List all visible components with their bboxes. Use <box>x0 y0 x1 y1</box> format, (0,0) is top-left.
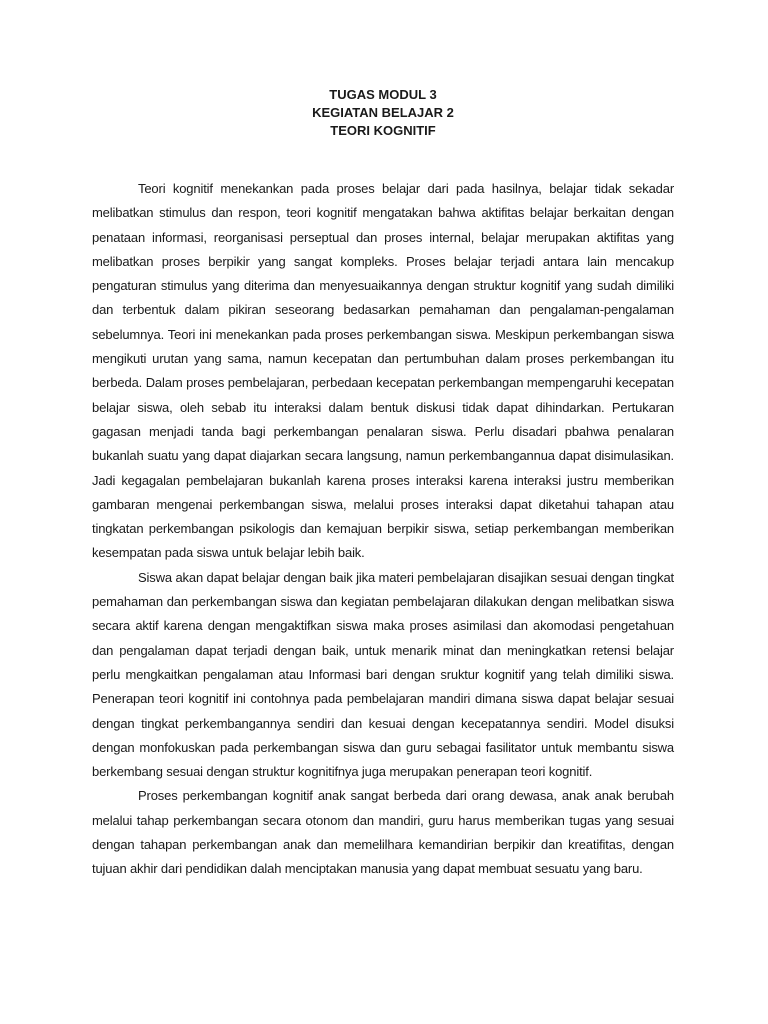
title-line-3: TEORI KOGNITIF <box>330 123 436 138</box>
paragraph-2: Siswa akan dapat belajar dengan baik jika materi pembelajaran disajikan sesuai dengan tingkat pemahaman dan perkembangan siswa dan kegiatan pembelajaran dilakukan dengan melibatkan siswa secara aktif karena dengan mengaktifkan siswa maka proses asimilasi dan akomodasi pengetahuan dan pengalaman dapat terjadi dengan baik, untuk menarik minat dan meningkatkan retensi belajar perlu mengkaitkan pengalaman atau Informasi bari dengan sruktur kognitif yang telah dimiliki siswa. Penerapan teori kognitif ini contohnya pada pembelajaran mandiri dimana siswa dapat belajar sesuai dengan tingkat perkembangannya sendiri dan kesuai dengan kecepatannya sendiri. Model disuksi dengan monfokuskan pada perkembangan siswa dan guru sebagai fasilitator untuk membantu siswa berkembang sesuai dengan struktur kognitifnya juga merupakan penerapan teori kognitif. <box>92 569 674 780</box>
document-body <box>92 177 674 882</box>
paragraph-1: Teori kognitif menekankan pada proses belajar dari pada hasilnya, belajar tidak sekadar melibatkan stimulus dan respon, teori kognitif mengatakan bahwa aktifitas belajar berkaitan dengan penataan informasi, reorganisasi perseptual dan proses internal, belajar merupakan aktifitas yang melibatkan proses berpikir yang sangat kompleks. Proses belajar terjadi antara lain mencakup pengaturan stimulus yang diterima dan menyesuaikannya dengan struktur kognitif yang sudah dimiliki dan terbentuk dalam pikiran seseorang bedasarkan pemahaman dan pengalaman-pengalaman sebelumnya. Teori ini menekankan pada proses perkembangan siswa. Meskipun perkembangan siswa mengikuti urutan yang sama, namun kecepatan dan pertumbuhan dalam proses perkembangan itu berbeda. Dalam proses pembelajaran, perbedaan kecepatan perkembangan mempengaruhi kecepatan belajar siswa, oleh sebab itu interaksi dalam bentuk diskusi tidak dapat dihindarkan. Pertukaran gagasan menjadi tanda bagi perkembangan penalaran siswa. Perlu disadari pbahwa penalaran bukanlah suatu yang dapat diajarkan secara langsung, namun perkembangannua dapat disimulasikan. Jadi kegagalan pembelajaran bukanlah karena proses interaksi karena interaksi justru memberikan gambaran mengenai perkembangan siswa, melalui proses interaksi dapat diketahui tahapan atau tingkatan perkembangan psikologis dan kemajuan berpikir siswa, setiap perkembangan memberikan kesempatan pada siswa untuk belajar lebih baik. <box>92 181 674 561</box>
document-page <box>92 86 674 882</box>
title-line-1: TUGAS MODUL 3 <box>329 87 437 102</box>
document-title <box>92 86 674 140</box>
title-line-2: KEGIATAN BELAJAR 2 <box>312 105 454 120</box>
paragraph-3: Proses perkembangan kognitif anak sangat berbeda dari orang dewasa, anak anak berubah melalui tahap perkembangan secara otonom dan mandiri, guru harus memberikan tugas yang sesuai dengan tahapan perkembangan anak dan memelilhara kemandirian berpikir dan kreatifitas, dengan tujuan akhir dari pendidikan dalah menciptakan manusia yang dapat membuat sesuatu yang baru. <box>92 788 674 877</box>
